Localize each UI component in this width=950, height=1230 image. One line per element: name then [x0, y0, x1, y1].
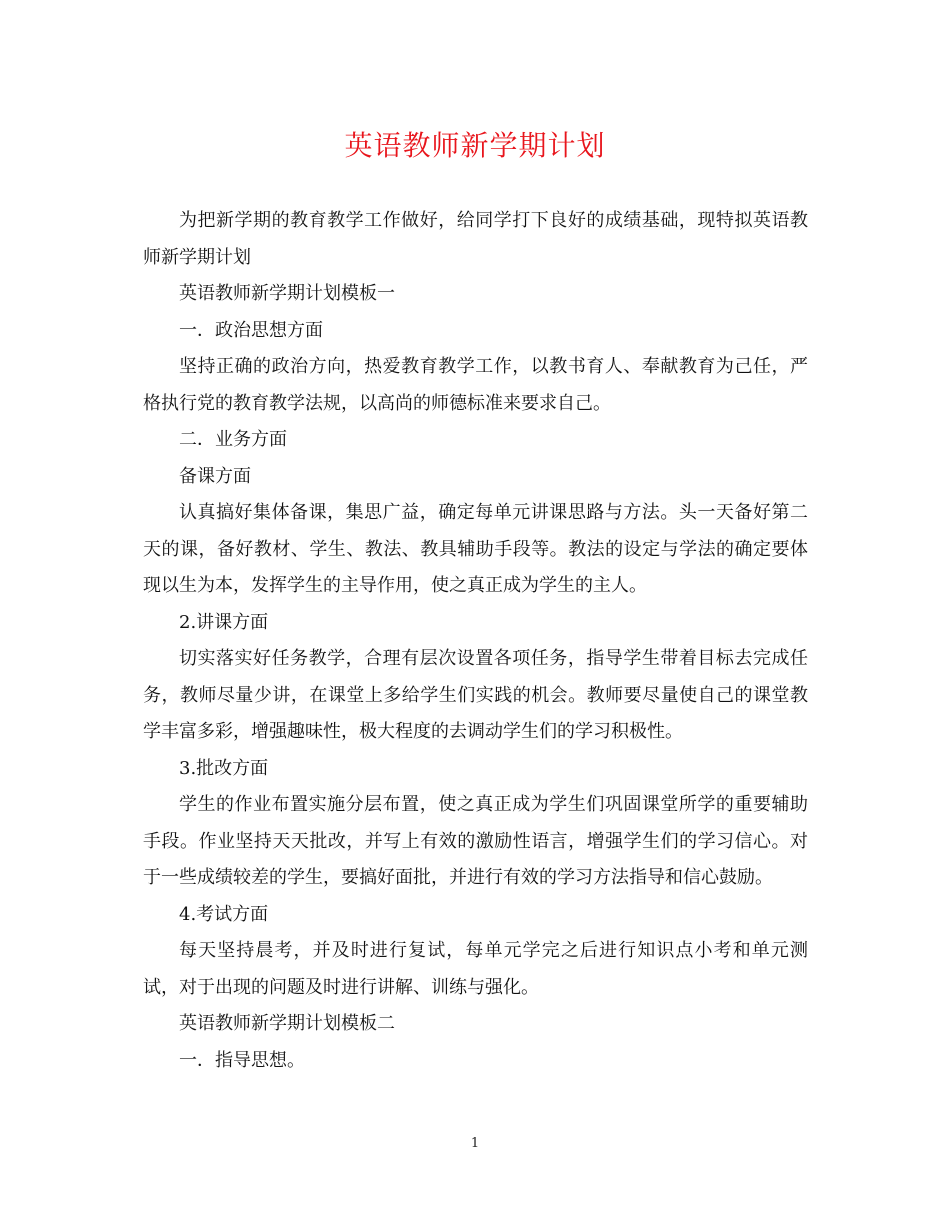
subheading-lesson-prep: 备课方面	[179, 465, 251, 487]
section-heading-guiding: 一．指导思想。	[179, 1049, 305, 1071]
exams-paragraph: 每天坚持晨考，并及时进行复试，每单元学完之后进行知识点小考和单元测试，对于出现的问题及时进行讲解、训练与强化。	[143, 940, 808, 998]
subheading-teaching: 2.讲课方面	[179, 611, 269, 633]
lesson-prep-paragraph: 认真搞好集体备课，集思广益，确定每单元讲课思路与方法。头一天备好第二天的课，备好教材、学生、教法、教具辅助手段等。教法的设定与学法的确定要体现以生为本，发挥学生的主导作用，使之真正成为学生的主人。	[143, 502, 808, 596]
document-body	[143, 203, 808, 1079]
political-paragraph: 坚持正确的政治方向，热爱教育教学工作，以教书育人、奉献教育为己任，严格执行党的教育教学法规，以高尚的师德标准来要求自己。	[143, 356, 808, 414]
document-title: 英语教师新学期计划	[344, 129, 606, 162]
teaching-paragraph: 切实落实好任务教学，合理有层次设置各项任务，指导学生带着目标去完成任务，教师尽量少讲，在课堂上多给学生们实践的机会。教师要尽量使自己的课堂教学丰富多彩，增强趣味性，极大程度的去调动学生们的学习积极性。	[143, 648, 808, 742]
intro-paragraph: 为把新学期的教育教学工作做好，给同学打下良好的成绩基础，现特拟英语教师新学期计划	[143, 210, 808, 268]
template-one-heading: 英语教师新学期计划模板一	[179, 283, 395, 304]
template-two-heading: 英语教师新学期计划模板二	[179, 1013, 395, 1034]
section-heading-political: 一．政治思想方面	[179, 319, 323, 341]
grading-paragraph: 学生的作业布置实施分层布置，使之真正成为学生们巩固课堂所学的重要辅助手段。作业坚持天天批改，并写上有效的激励性语言，增强学生们的学习信心。对于一些成绩较差的学生，要搞好面批，并进行有效的学习方法指导和信心鼓励。	[143, 794, 808, 888]
section-heading-business: 二．业务方面	[179, 429, 287, 450]
subheading-grading: 3.批改方面	[179, 757, 269, 779]
subheading-exams: 4.考试方面	[179, 903, 269, 925]
page-number: 1	[470, 1136, 480, 1151]
